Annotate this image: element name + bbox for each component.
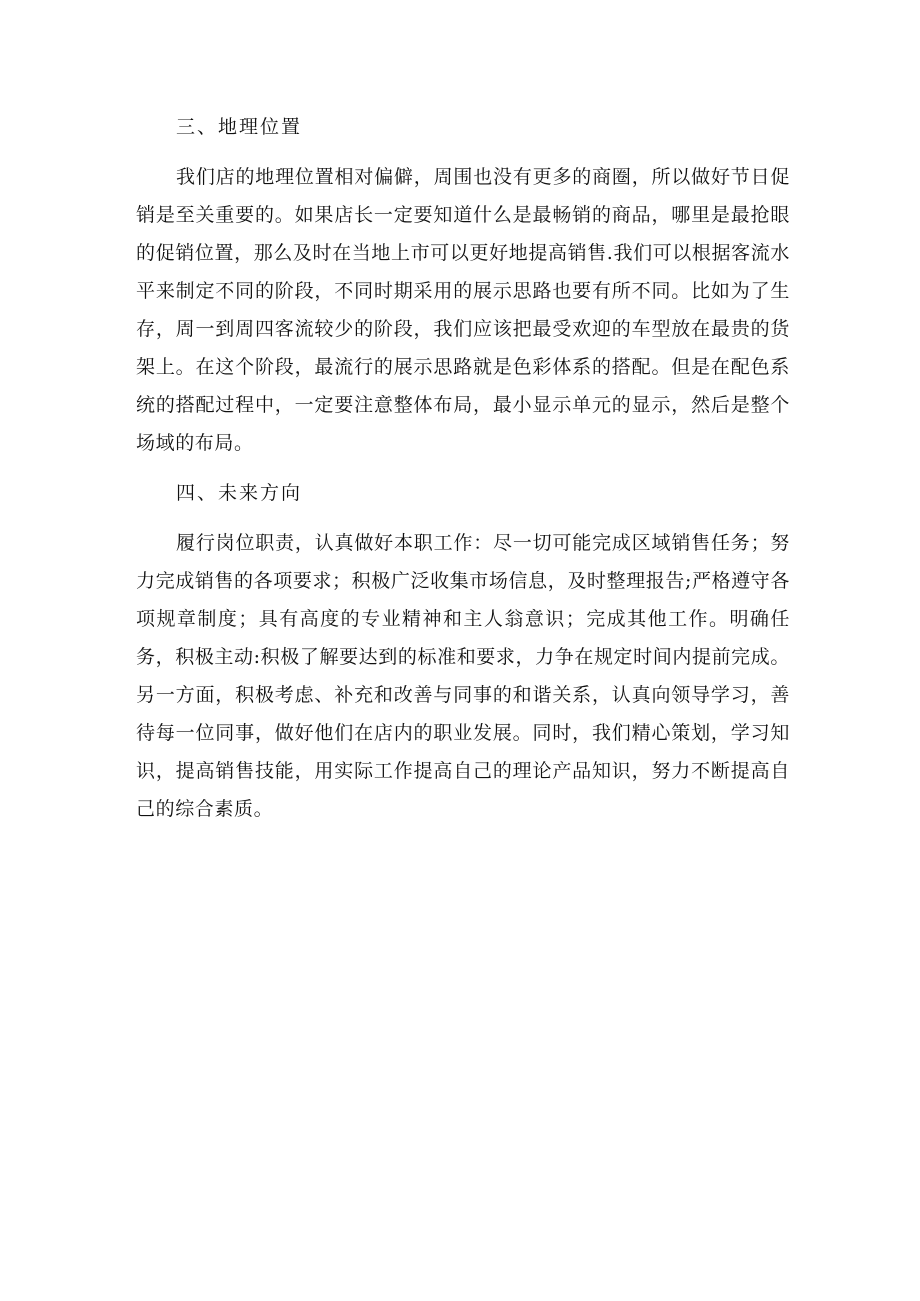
section-heading-future: 四、未来方向 [176,482,303,504]
section-paragraph-future: 履行岗位职责，认真做好本职工作：尽一切可能完成区域销售任务；努力完成销售的各项要求；积极广泛收集市场信息，及时整理报告;严格遵守各项规章制度；具有高度的专业精神和主人翁意识；完成其他工作。明确任务，积极主动:积极了解要达到的标准和要求，力争在规定时间内提前完成。另一方面，积极考虑、补充和改善与同事的和谐关系，认真向领导学习，善待每一位同事，做好他们在店内的职业发展。同时，我们精心策划，学习知识，提高销售技能，用实际工作提高自己的理论产品知识，努力不断提高自己的综合素质。 [136,532,790,820]
document-body [136,108,790,840]
section-paragraph-location: 我们店的地理位置相对偏僻，周围也没有更多的商圈，所以做好节日促销是至关重要的。如果店长一定要知道什么是最畅销的商品，哪里是最抢眼的促销位置，那么及时在当地上市可以更好地提高销售.我们可以根据客流水平来制定不同的阶段，不同时期采用的展示思路也要有所不同。比如为了生存，周一到周四客流较少的阶段，我们应该把最受欢迎的车型放在最贵的货架上。在这个阶段，最流行的展示思路就是色彩体系的搭配。但是在配色系统的搭配过程中，一定要注意整体布局，最小显示单元的显示，然后是整个场域的布局。 [136,166,790,454]
section-heading-location: 三、地理位置 [176,116,303,138]
